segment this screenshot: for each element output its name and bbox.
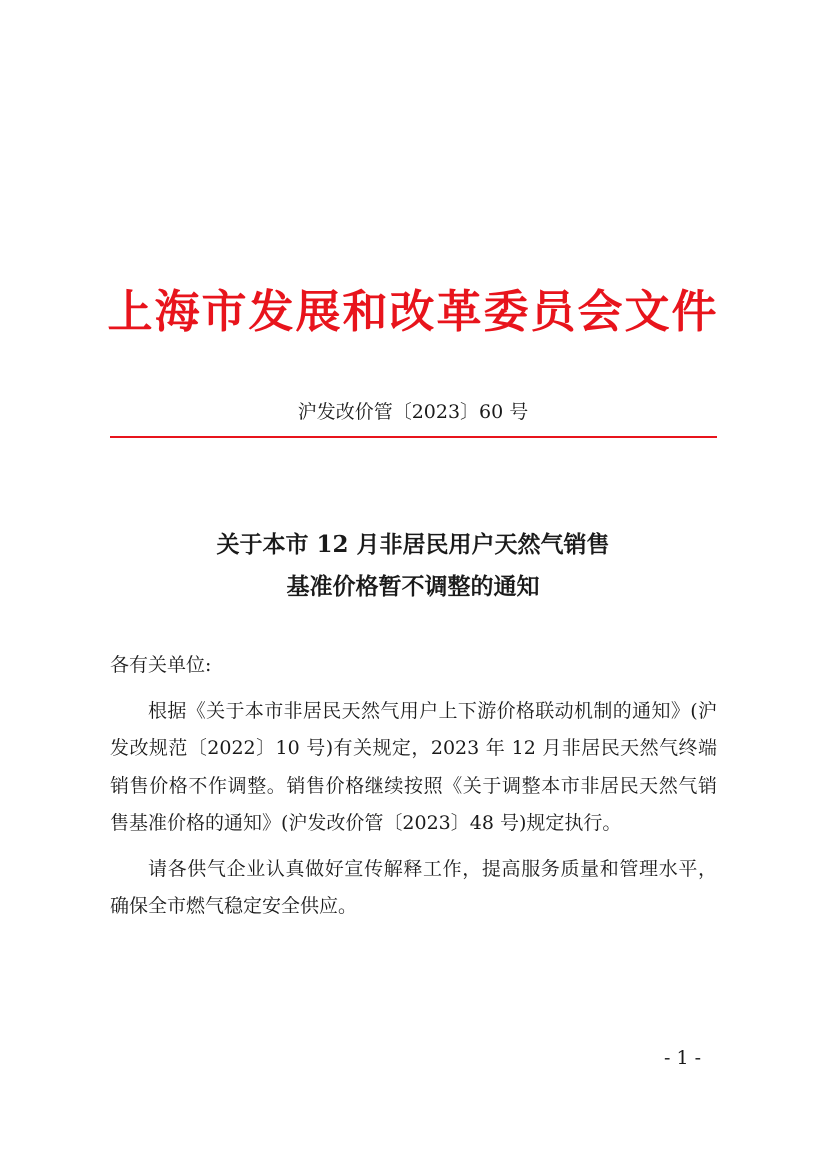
body-paragraph-2: 请各供气企业认真做好宣传解释工作，提高服务质量和管理水平，确保全市燃气稳定安全供应。: [110, 857, 717, 917]
page-number: - 1 -: [664, 1047, 702, 1069]
body-paragraph-1: 根据《关于本市非居民天然气用户上下游价格联动机制的通知》(沪发改规范〔2022〕10 号)有关规定，2023 年 12 月非居民天然气终端销售价格不作调整。销售价格继续按照《关于调整本市非居民天然气销售基准价格的通知》(沪发改价管〔2023〕48 号)规定执行。: [110, 699, 717, 834]
red-divider-line: [110, 436, 717, 438]
notice-title-line-2: 基准价格暂不调整的通知: [286, 573, 540, 600]
document-number: 沪发改价管〔2023〕60 号: [297, 401, 529, 423]
notice-title: [0, 524, 826, 608]
issuing-authority-header: 上海市发展和改革委员会文件: [107, 285, 719, 338]
notice-title-line-1: 关于本市 12 月非居民用户天然气销售: [216, 531, 610, 558]
notice-body: [110, 647, 717, 926]
salutation: 各有关单位:: [110, 654, 212, 676]
